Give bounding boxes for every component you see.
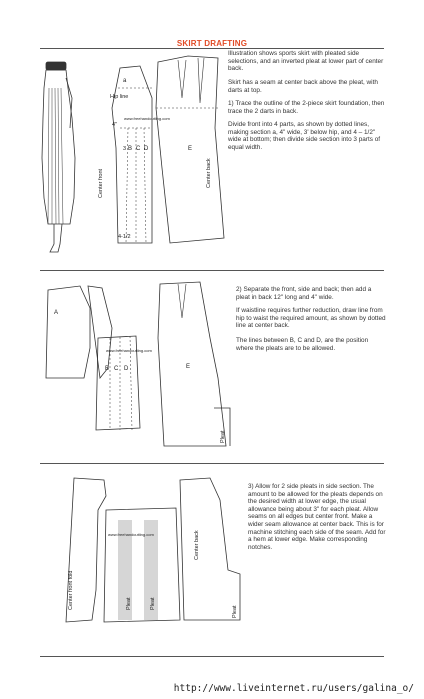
label-center-front-fold: Center front fold: [68, 570, 74, 610]
pattern-front: [112, 66, 152, 243]
section2-illustration: [40, 278, 234, 450]
divider: [40, 270, 384, 271]
paragraph: Skirt has a seam at center back above the pleat, with darts at top.: [228, 79, 378, 94]
label-b: B: [105, 366, 110, 372]
watermark: www.freehandcutting.com: [108, 532, 154, 537]
paragraph: If waistline requires further reduction, draw line from hip to waist the required amount, as shown by dotted line at center back.: [236, 307, 386, 330]
label-pleat: Pleat: [126, 597, 132, 610]
label-center-front: Center front: [98, 168, 104, 198]
paragraph: 2) Separate the front, side and back; then add a pleat in back 12" long and 4" wide.: [236, 286, 372, 301]
label-d: D: [124, 366, 129, 372]
paragraph: Divide front into 4 parts, as shown by dotted lines, making section a, 4" wide, 3' below hip, and 4 – 1/2" wide at bottom; then divide side section into 3 parts of equal width.: [228, 121, 381, 151]
label-d: D: [144, 146, 149, 152]
label-three: 3: [123, 146, 127, 152]
label-c: C: [114, 366, 119, 372]
label-pleat: Pleat: [150, 597, 156, 610]
piece-back: [180, 478, 240, 620]
label-center-back: Center back: [194, 530, 200, 560]
label-c: C: [136, 146, 141, 152]
label-e: E: [188, 146, 193, 152]
piece-side-pleated: [104, 508, 180, 622]
figure-drawing: [42, 62, 75, 252]
page-title: SKIRT DRAFTING: [176, 39, 248, 48]
paragraph: 3) Allow for 2 side pleats in side section. The amount to be allowed for the pleats depends on the desired width at lower edge, the usual allowance being about 3" for each pleat. Allow seams on all edges but center front. Make a wider seam allowance at center back. This is for machine stitching each side of the seam. Add for a hem at lower edge. Make corresponding notches.: [248, 483, 386, 551]
label-hip-line: Hip line: [110, 94, 129, 100]
piece-front: [88, 286, 112, 378]
watermark: www.freehandcutting.com: [124, 116, 170, 121]
piece-a: [46, 286, 90, 378]
divider: [40, 463, 384, 464]
label-center-back: Center back: [206, 158, 212, 188]
piece-back: [158, 282, 226, 446]
section1-illustration: [40, 48, 226, 256]
label-b: B: [128, 146, 133, 152]
paragraph: Illustration shows sports skirt with pleated side selections, and an inverted pleat at lower part of center back.: [228, 50, 384, 73]
section3-illustration: [44, 470, 246, 634]
bottom-divider: [40, 656, 384, 657]
label-four-in: 4": [112, 122, 118, 128]
source-url: http://www.liveinternet.ru/users/galina_o/: [173, 683, 414, 694]
label-pleat: Pleat: [220, 430, 226, 443]
label-pleat: Pleat: [232, 605, 238, 618]
paragraph: 1) Trace the outline of the 2-piece skirt foundation, then trace the 2 darts in back.: [228, 100, 385, 115]
watermark: www.freehandcutting.com: [106, 348, 152, 353]
paragraph: The lines between B, C and D, are the position where the pleats are to be allowed.: [236, 337, 369, 352]
label-a: A: [54, 310, 59, 316]
label-half: 4-1/2: [118, 234, 131, 240]
label-a: a: [123, 78, 127, 84]
label-e: E: [186, 364, 191, 370]
